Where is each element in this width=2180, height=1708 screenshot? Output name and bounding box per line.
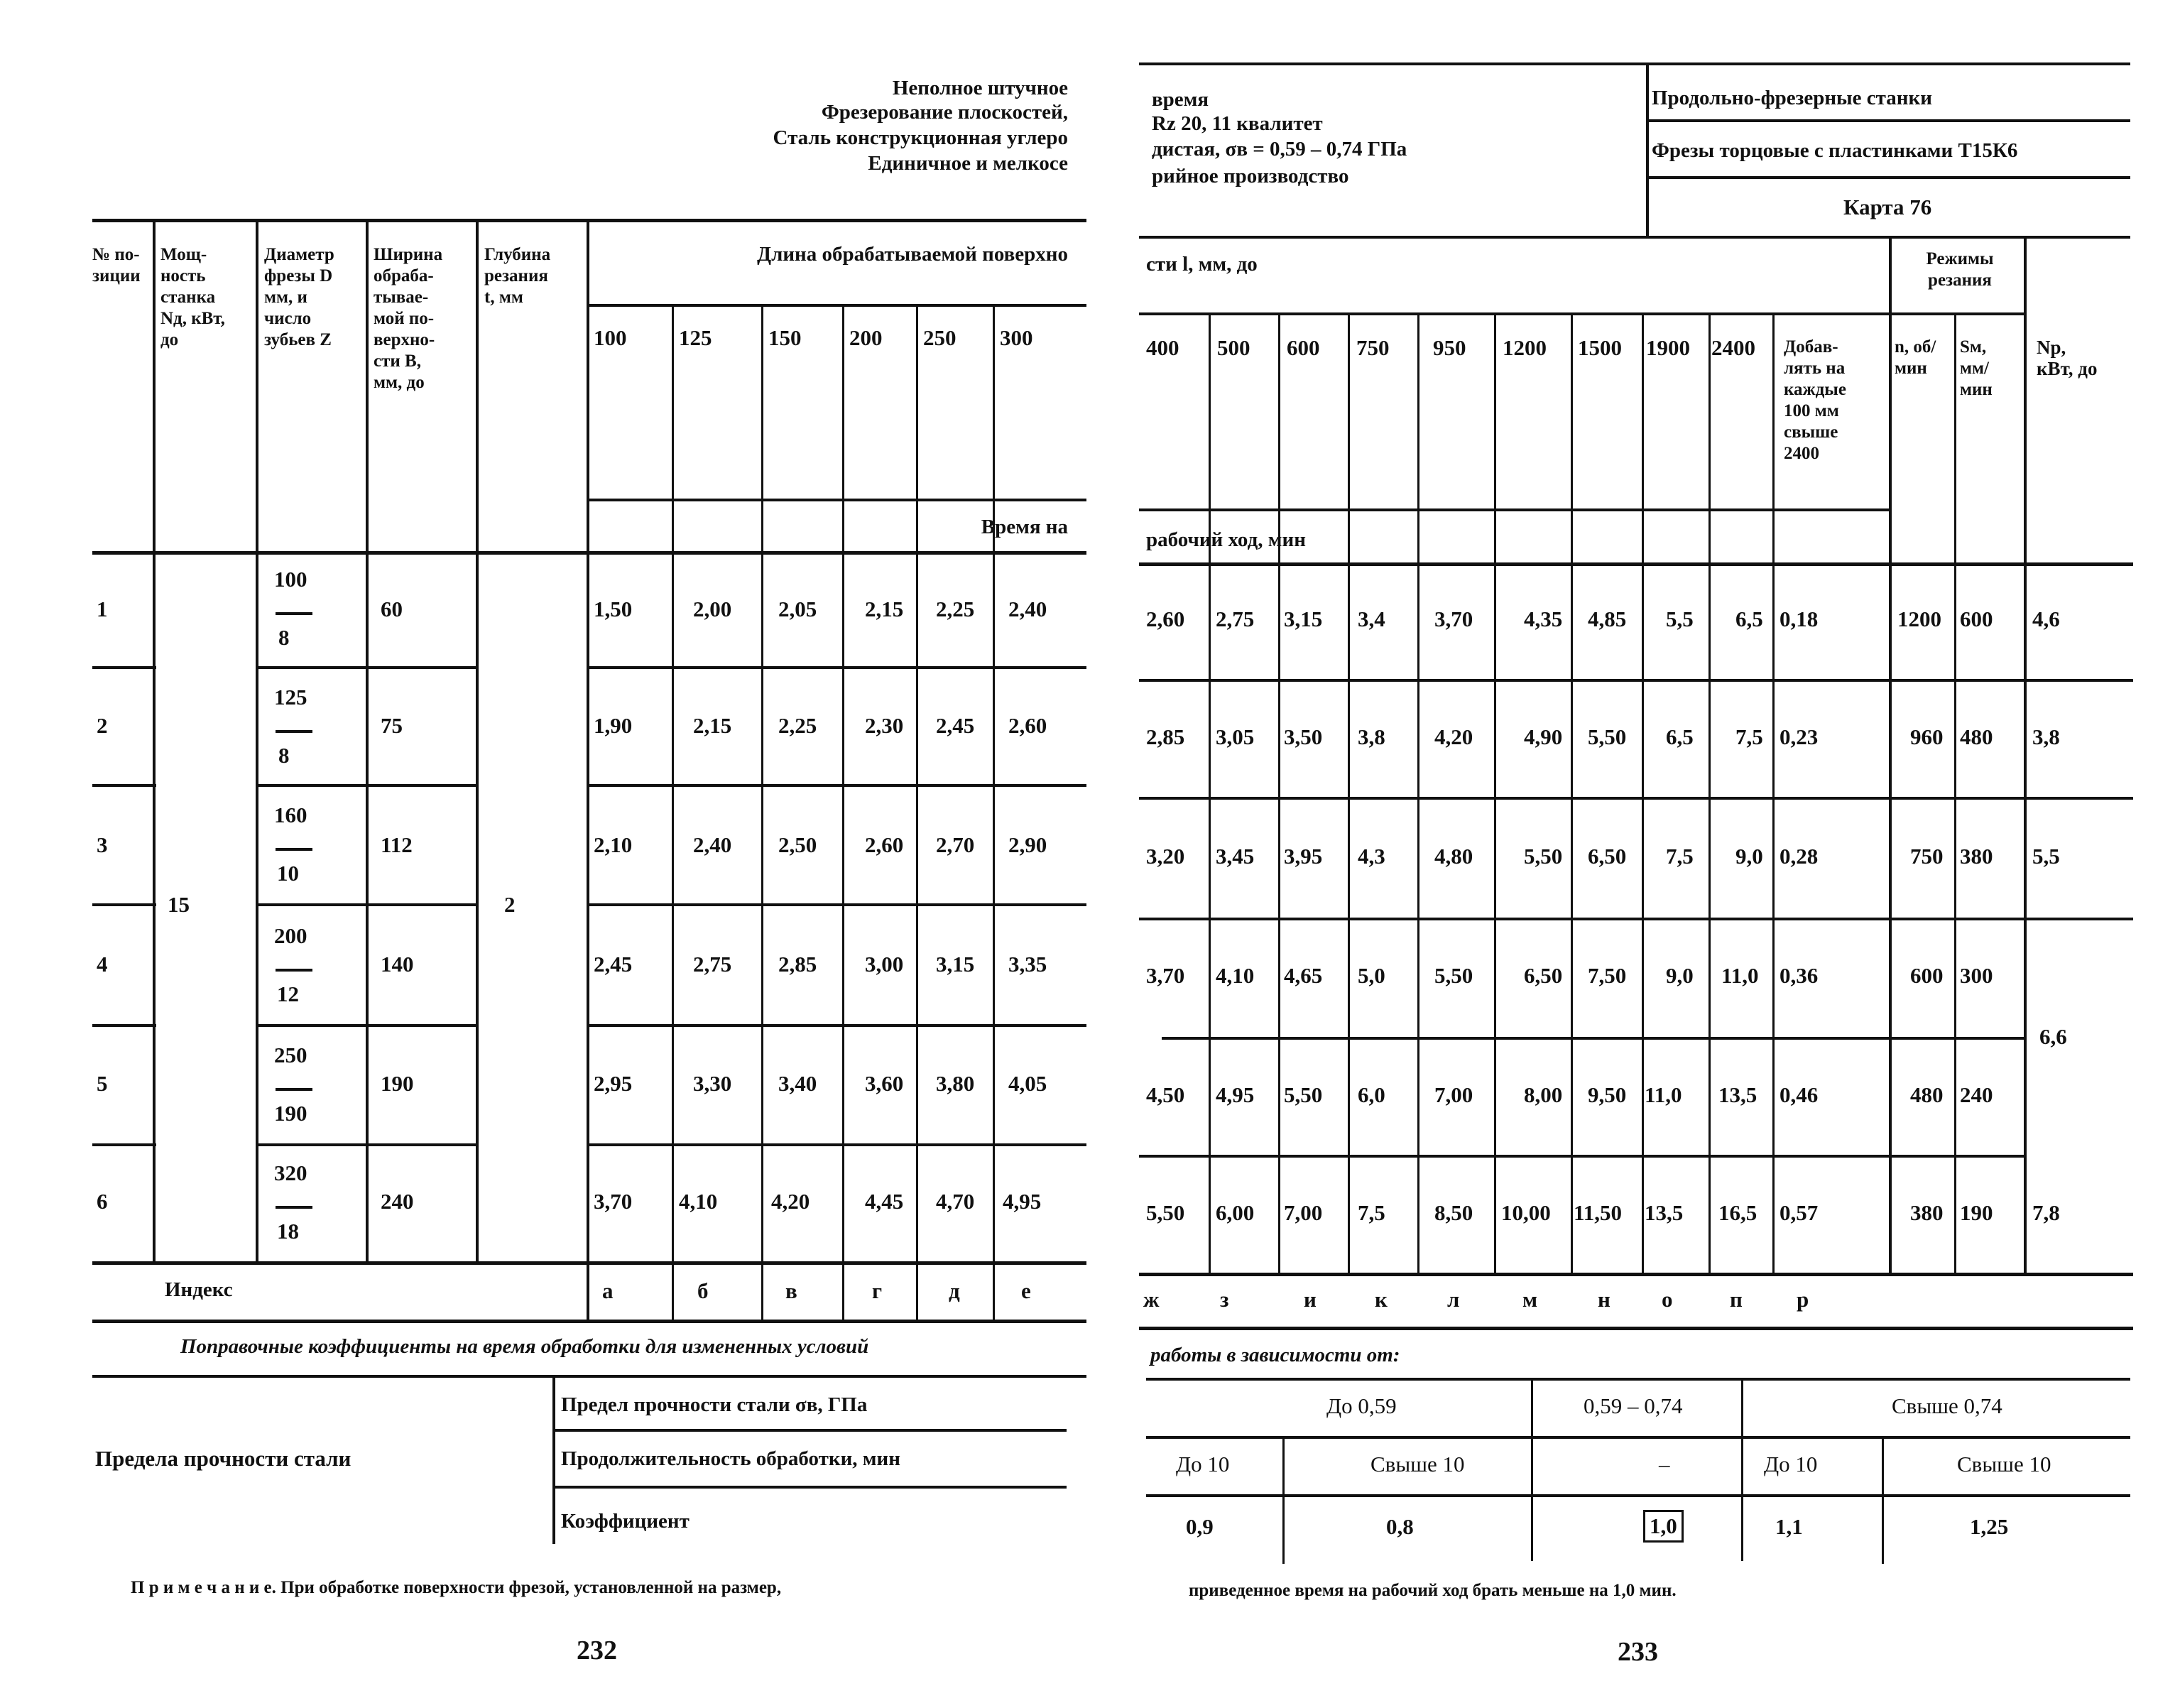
duration-range: – [1659,1452,1670,1476]
time-cell: 3,60 [865,1071,904,1096]
length-title-continued: сти l, мм, до [1146,253,1258,276]
index-letter: р [1797,1287,1809,1312]
width-value: 240 [381,1189,414,1214]
time-cell: 3,70 [1146,963,1185,988]
time-cell: 2,60 [1146,606,1185,631]
rule [92,1261,1086,1265]
time-cell: 7,5 [1358,1200,1385,1225]
teeth-value: 10 [277,861,299,886]
left-header-4: Единичное и мелкосе [868,152,1068,175]
diameter-value: 125 [274,685,307,709]
fraction-bar [276,1088,312,1091]
note: П р и м е ч а н и е. При обработке поверхности фрезой, установленной на размер, [131,1578,782,1597]
depth-value: 2 [504,892,516,917]
diameter-value: 200 [274,923,307,948]
time-cell: 3,35 [1008,952,1047,977]
time-cell: 5,50 [1146,1200,1185,1225]
index-letter: е [1021,1278,1031,1303]
rule [2024,237,2027,1273]
position: 1 [97,597,108,621]
fraction-bar [276,612,312,615]
rule [552,1375,555,1544]
rule [476,220,479,1261]
diameter-value: 160 [274,803,307,827]
length-100: 100 [594,325,627,350]
rule [589,499,1086,501]
time-cell: 4,85 [1588,606,1627,631]
feed-header: Sм, мм/ мин [1960,337,1993,399]
index-letter: г [872,1278,883,1303]
coeff-title: Поправочные коэффициенты на время обработки для измененных условий [180,1335,869,1358]
rule [256,220,258,1261]
rule [92,1143,156,1146]
time-cell: 13,5 [1718,1082,1757,1107]
time-cell: 3,20 [1146,844,1185,869]
rule [1571,312,1573,1273]
rule [1139,797,2133,800]
time-cell: 1,50 [594,597,633,621]
position: 3 [97,832,108,857]
spindle-speed: 750 [1910,844,1944,869]
rule [1139,679,2133,682]
index-letter: к [1375,1287,1388,1312]
rule [589,784,1086,787]
time-cell: 4,50 [1146,1082,1185,1107]
feed: 190 [1960,1200,1993,1225]
rule [555,1429,1067,1432]
time-cell: 2,85 [778,952,817,977]
teeth-value: 8 [278,743,290,768]
cutting-power-value: 7,8 [2032,1200,2060,1225]
time-cell: 2,00 [693,597,732,621]
time-cell: 4,3 [1358,844,1385,869]
rule [1162,1037,2027,1040]
rule [1139,236,2130,239]
rule [1139,1155,2027,1158]
power-value: 15 [168,892,190,917]
rule [916,304,918,1321]
header-left-3: дистая, σв = 0,59 – 0,74 ГПа [1152,138,1407,161]
width-value: 190 [381,1071,414,1096]
length-750: 750 [1356,335,1390,360]
rule [1889,237,1892,1273]
time-cell: 4,95 [1003,1189,1042,1214]
add-cell: 0,28 [1780,844,1819,869]
spindle-speed: 480 [1910,1082,1944,1107]
position: 5 [97,1071,108,1096]
header-left-2: Rz 20, 11 квалитет [1152,112,1323,135]
rule [1139,508,1892,511]
col-header-depth: Глубина резания t, мм [484,245,551,307]
length-600: 600 [1287,335,1320,360]
rule [993,304,995,1321]
duration-range: Свыше 10 [1370,1452,1465,1476]
rule [1278,312,1280,1273]
col-header-width: Ширина обраба- тывае- мой по- верхно- сти B, мм, до [374,245,443,392]
time-cell: 5,50 [1588,724,1627,749]
fraction-bar [276,969,312,972]
rule [672,304,674,1321]
work-label: рабочий ход, мин [1146,528,1306,551]
machine-type: Продольно-фрезерные станки [1652,87,1932,109]
rule [1282,1436,1285,1564]
length-500: 500 [1217,335,1250,360]
note-continued: приведенное время на рабочий ход брать меньше на 1,0 мин. [1189,1581,1677,1600]
width-value: 140 [381,952,414,977]
time-cell: 8,50 [1434,1200,1473,1225]
rule [1649,176,2130,179]
spindle-speed: 600 [1910,963,1944,988]
time-cell: 7,50 [1588,963,1627,988]
fraction-bar [276,1206,312,1209]
index-letter: и [1304,1287,1317,1312]
time-cell: 3,45 [1216,844,1255,869]
rule [1146,1494,2130,1497]
index-letter: п [1730,1287,1743,1312]
coeff-label: Предела прочности стали [95,1446,351,1471]
duration-range: Свыше 10 [1957,1452,2051,1476]
rule [92,666,156,669]
time-cell: 2,75 [693,952,732,977]
rule [1139,918,2133,920]
rule [1417,312,1419,1273]
time-cell: 6,5 [1666,724,1694,749]
fraction-bar [276,848,312,851]
time-cell: 3,05 [1216,724,1255,749]
rule [589,903,1086,906]
time-cell: 3,15 [936,952,975,977]
rule [1646,62,1649,237]
time-cell: 3,70 [594,1189,633,1214]
time-cell: 4,80 [1434,844,1473,869]
add-cell: 0,36 [1780,963,1819,988]
feed: 240 [1960,1082,1993,1107]
rule [589,1024,1086,1027]
add-cell: 0,46 [1780,1082,1819,1107]
time-cell: 3,4 [1358,606,1385,631]
length-150: 150 [768,325,802,350]
header-left-1: время [1152,88,1209,111]
time-cell: 2,25 [778,713,817,738]
length-1500: 1500 [1578,335,1622,360]
rule [1882,1436,1884,1564]
left-header-2: Фрезерование плоскостей, [821,101,1068,124]
time-cell: 4,65 [1284,963,1323,988]
coeff-row-duration: Продолжительность обработки, мин [561,1447,900,1470]
time-cell: 4,95 [1216,1082,1255,1107]
time-cell: 3,95 [1284,844,1323,869]
diameter-value: 320 [274,1160,307,1185]
time-cell: 10,00 [1501,1200,1551,1225]
header-left-4: рийное производство [1152,165,1349,187]
width-value: 75 [381,713,403,738]
rule [1892,312,2027,315]
time-cell: 2,60 [1008,713,1047,738]
time-cell: 6,5 [1735,606,1763,631]
rule [1139,1273,2133,1276]
time-cell: 5,50 [1434,963,1473,988]
rule [1139,562,2133,566]
time-cell: 11,50 [1574,1200,1623,1225]
rule [1146,1436,2130,1439]
rule [1494,312,1496,1273]
time-cell: 2,90 [1008,832,1047,857]
time-cell: 3,80 [936,1071,975,1096]
cutting-power-value: 6,6 [2039,1024,2067,1049]
time-cell: 11,0 [1721,963,1759,988]
time-cell: 4,05 [1008,1071,1047,1096]
rule [92,1320,1086,1323]
page-number: 232 [577,1636,617,1665]
feed: 480 [1960,724,1993,749]
time-cell: 2,40 [1008,597,1047,621]
rule [1146,1378,2130,1381]
coeff-row-value: Коэффициент [561,1510,690,1533]
time-cell: 3,50 [1284,724,1323,749]
time-cell: 9,0 [1666,963,1694,988]
time-cell: 2,15 [865,597,904,621]
rule [587,220,589,1321]
position: 6 [97,1189,108,1214]
cutting-power-value: 3,8 [2032,724,2060,749]
col-header-power: Мощ- ность станка Nд, кВт, до [160,245,225,349]
time-cell: 9,50 [1588,1082,1627,1107]
time-cell: 3,30 [693,1071,732,1096]
index-letter: д [949,1278,960,1303]
rule [92,551,1086,555]
time-cell: 3,70 [1434,606,1473,631]
left-header-3: Сталь конструкционная углеро [773,126,1068,149]
time-cell: 4,70 [936,1189,975,1214]
strength-range: Свыше 0,74 [1892,1393,2002,1418]
teeth-value: 190 [274,1101,307,1126]
coefficient-value: 0,8 [1386,1514,1414,1539]
duration-range: До 10 [1764,1452,1818,1476]
length-200: 200 [849,325,883,350]
col-header-position: № по-зиции [92,245,141,285]
time-label: Время на [981,516,1068,538]
add-per-100mm: Добав- лять на каждые 100 мм свыше 2400 [1784,337,1846,463]
length-2400: 2400 [1711,335,1755,360]
coefficient-value: 1,25 [1970,1514,2009,1539]
time-cell: 2,95 [594,1071,633,1096]
card-number: Карта 76 [1843,195,1932,219]
time-cell: 2,85 [1146,724,1185,749]
length-1200: 1200 [1503,335,1547,360]
rule [366,220,369,1261]
length-950: 950 [1433,335,1466,360]
rule [92,1024,156,1027]
time-cell: 6,0 [1358,1082,1385,1107]
time-cell: 4,45 [865,1189,904,1214]
time-cell: 4,20 [771,1189,810,1214]
rule [589,666,1086,669]
rule [92,784,156,787]
time-cell: 2,15 [693,713,732,738]
time-cell: 2,45 [594,952,633,977]
index-letter: о [1662,1287,1673,1312]
time-cell: 2,45 [936,713,975,738]
time-cell: 2,60 [865,832,904,857]
rule [842,304,844,1321]
fraction-bar [276,730,312,733]
rule [1642,312,1644,1273]
teeth-value: 8 [278,625,290,650]
time-cell: 2,30 [865,713,904,738]
index-label: Индекс [165,1278,233,1301]
time-cell: 7,00 [1434,1082,1473,1107]
time-cell: 2,10 [594,832,633,857]
strength-range: 0,59 – 0,74 [1584,1393,1683,1418]
coefficient-value: 1,1 [1775,1514,1803,1539]
strength-range: До 0,59 [1326,1393,1397,1418]
rule [1708,312,1711,1273]
index-letter: ж [1143,1287,1160,1312]
time-cell: 3,00 [865,952,904,977]
modes-label: Режимы резания [1926,249,1994,290]
time-cell: 8,00 [1524,1082,1563,1107]
index-letter: б [697,1278,709,1303]
time-cell: 16,5 [1718,1200,1757,1225]
rule [1649,119,2130,122]
diameter-value: 250 [274,1043,307,1067]
coeff-row-strength: Предел прочности стали σв, ГПа [561,1393,868,1416]
rule [92,1375,1086,1378]
spindle-speed: 960 [1910,724,1944,749]
time-cell: 2,75 [1216,606,1255,631]
rule [92,903,156,906]
time-cell: 6,50 [1524,963,1563,988]
index-letter: в [785,1278,797,1303]
time-cell: 1,90 [594,713,633,738]
coefficient-value: 1,0 [1643,1510,1684,1543]
add-cell: 0,57 [1780,1200,1819,1225]
width-value: 112 [381,832,413,857]
rule [153,220,156,1261]
time-cell: 4,35 [1524,606,1563,631]
feed: 380 [1960,844,1993,869]
page-number: 233 [1618,1637,1658,1667]
time-cell: 4,20 [1434,724,1473,749]
length-250: 250 [923,325,957,350]
length-400: 400 [1146,335,1179,360]
rule [1741,1378,1743,1561]
time-cell: 2,05 [778,597,817,621]
time-cell: 3,40 [778,1071,817,1096]
time-cell: 2,40 [693,832,732,857]
time-cell: 11,0 [1645,1082,1682,1107]
rule [1139,62,2130,65]
time-cell: 6,50 [1588,844,1627,869]
diameter-value: 100 [274,567,307,592]
col-header-diameter: Диаметр фрезы D мм, и число зубьев Z [264,245,334,349]
time-cell: 4,10 [679,1189,718,1214]
rule [1531,1378,1533,1561]
cutting-power-value: 5,5 [2032,844,2060,869]
add-cell: 0,23 [1780,724,1819,749]
rule [1209,312,1211,1273]
length-300: 300 [1000,325,1033,350]
time-cell: 7,5 [1666,844,1694,869]
rule [589,1143,1086,1146]
length-1900: 1900 [1646,335,1690,360]
rule [555,1486,1067,1489]
time-cell: 4,10 [1216,963,1255,988]
time-cell: 2,70 [936,832,975,857]
time-cell: 2,50 [778,832,817,857]
cutting-power-value: 4,6 [2032,606,2060,631]
cutting-power-header: Nр, кВт, до [2037,337,2098,379]
time-cell: 7,5 [1735,724,1763,749]
rule [1139,312,1892,315]
time-cell: 5,5 [1666,606,1694,631]
feed: 600 [1960,606,1993,631]
time-cell: 7,00 [1284,1200,1323,1225]
time-cell: 6,00 [1216,1200,1255,1225]
time-cell: 5,50 [1284,1082,1323,1107]
rule [589,304,1086,307]
spindle-speed: 1200 [1897,606,1941,631]
index-letter: н [1598,1287,1611,1312]
index-letter: л [1447,1287,1460,1312]
left-header-1: Неполное штучное [892,77,1068,99]
index-letter: м [1522,1287,1538,1312]
time-cell: 13,5 [1645,1200,1684,1225]
time-cell: 5,0 [1358,963,1385,988]
spindle-speed: 380 [1910,1200,1944,1225]
time-cell: 4,90 [1524,724,1563,749]
spindle-speed-header: n, об/ мин [1895,337,1936,378]
rule [1139,1327,2133,1330]
width-value: 60 [381,597,403,621]
add-cell: 0,18 [1780,606,1819,631]
feed: 300 [1960,963,1993,988]
position: 2 [97,713,108,738]
position: 4 [97,952,108,977]
length-125: 125 [679,325,712,350]
time-cell: 2,25 [936,597,975,621]
rule [1772,312,1775,1273]
length-title: Длина обрабатываемой поверхно [757,243,1068,266]
teeth-value: 12 [277,981,299,1006]
coefficient-value: 0,9 [1186,1514,1214,1539]
teeth-value: 18 [277,1219,299,1244]
duration-range: До 10 [1176,1452,1230,1476]
time-cell: 3,15 [1284,606,1323,631]
time-cell: 5,50 [1524,844,1563,869]
cutter-type: Фрезы торцовые с пластинками Т15К6 [1652,139,2018,162]
time-cell: 9,0 [1735,844,1763,869]
rule [92,219,1086,222]
rule [1954,312,1956,1273]
coeff-title-continued: работы в зависимости от: [1150,1344,1400,1366]
rule [1348,312,1350,1273]
rule [761,304,763,1321]
index-letter: з [1220,1287,1229,1312]
time-cell: 3,8 [1358,724,1385,749]
index-letter: а [602,1278,614,1303]
